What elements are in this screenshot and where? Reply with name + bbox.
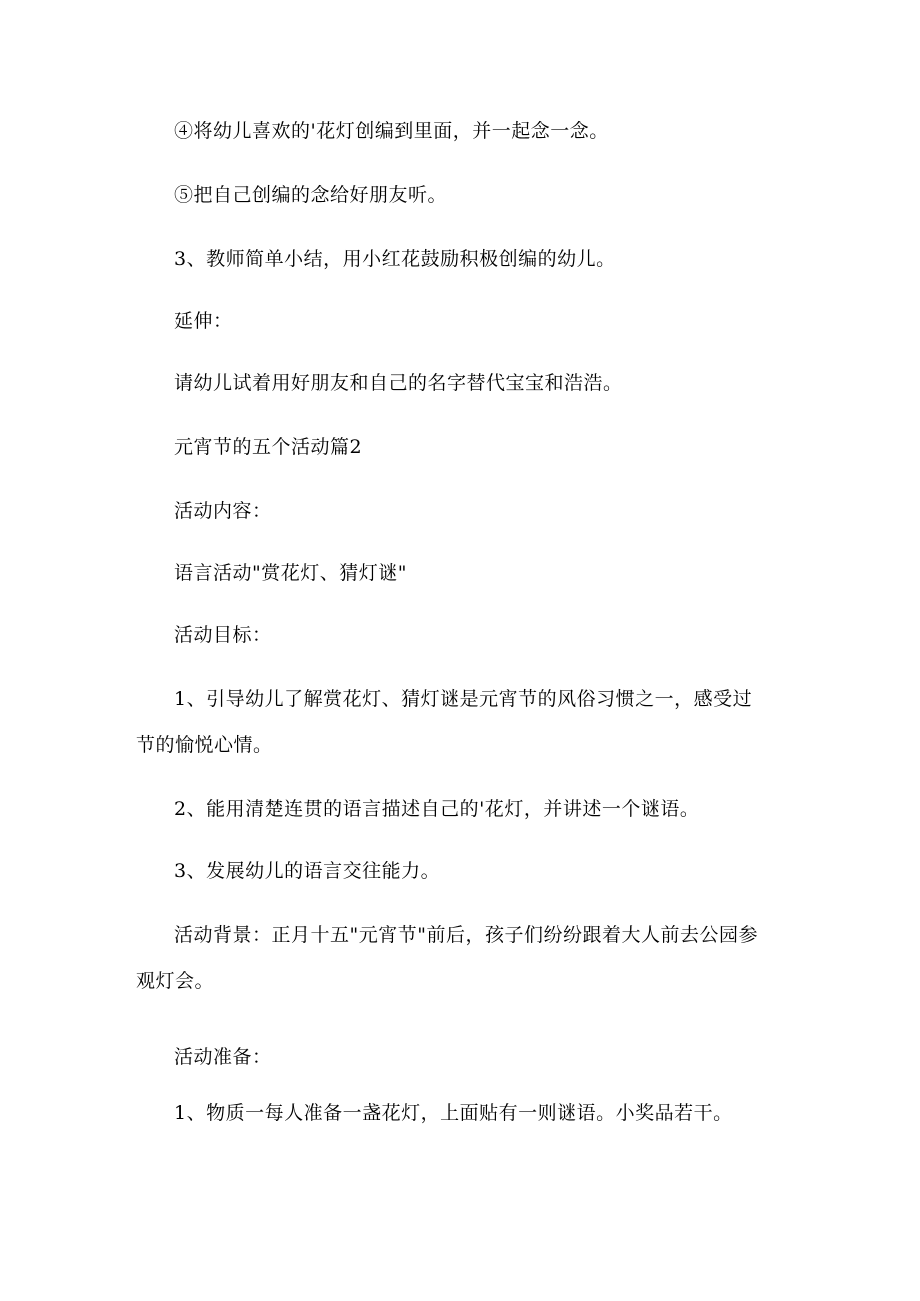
heading-activity-preparation: 活动准备：	[174, 1046, 272, 1068]
paragraph-summary: 3、教师简单小结，用小红花鼓励积极创编的幼儿。	[174, 248, 616, 270]
paragraph-activity-content: 语言活动"赏花灯、猜灯谜"	[174, 562, 407, 584]
paragraph-goal-3: 3、发展幼儿的语言交往能力。	[174, 860, 441, 882]
heading-activity-content: 活动内容：	[174, 500, 272, 522]
heading-extension: 延伸：	[174, 310, 233, 332]
heading-activity-goals: 活动目标：	[174, 624, 272, 646]
paragraph-goal-1-continued: 节的愉悦心情。	[136, 734, 273, 756]
section-title: 元宵节的五个活动篇2	[174, 436, 363, 458]
paragraph-step-4: ④将幼儿喜欢的'花灯创编到里面，并一起念一念。	[174, 120, 609, 142]
paragraph-activity-background: 活动背景：正月十五"元宵节"前后，孩子们纷纷跟着大人前去公园参	[174, 924, 758, 946]
paragraph-extension: 请幼儿试着用好朋友和自己的名字替代宝宝和浩浩。	[174, 372, 623, 394]
paragraph-step-5: ⑤把自己创编的念给好朋友听。	[174, 184, 448, 206]
paragraph-goal-2: 2、能用清楚连贯的语言描述自己的'花灯，并讲述一个谜语。	[174, 798, 700, 820]
paragraph-activity-background-continued: 观灯会。	[136, 970, 215, 992]
paragraph-preparation-1: 1、物质一每人准备一盏花灯，上面贴有一则谜语。小奖品若干。	[174, 1102, 733, 1124]
paragraph-goal-1: 1、引导幼儿了解赏花灯、猜灯谜是元宵节的风俗习惯之一，感受过	[174, 688, 753, 710]
